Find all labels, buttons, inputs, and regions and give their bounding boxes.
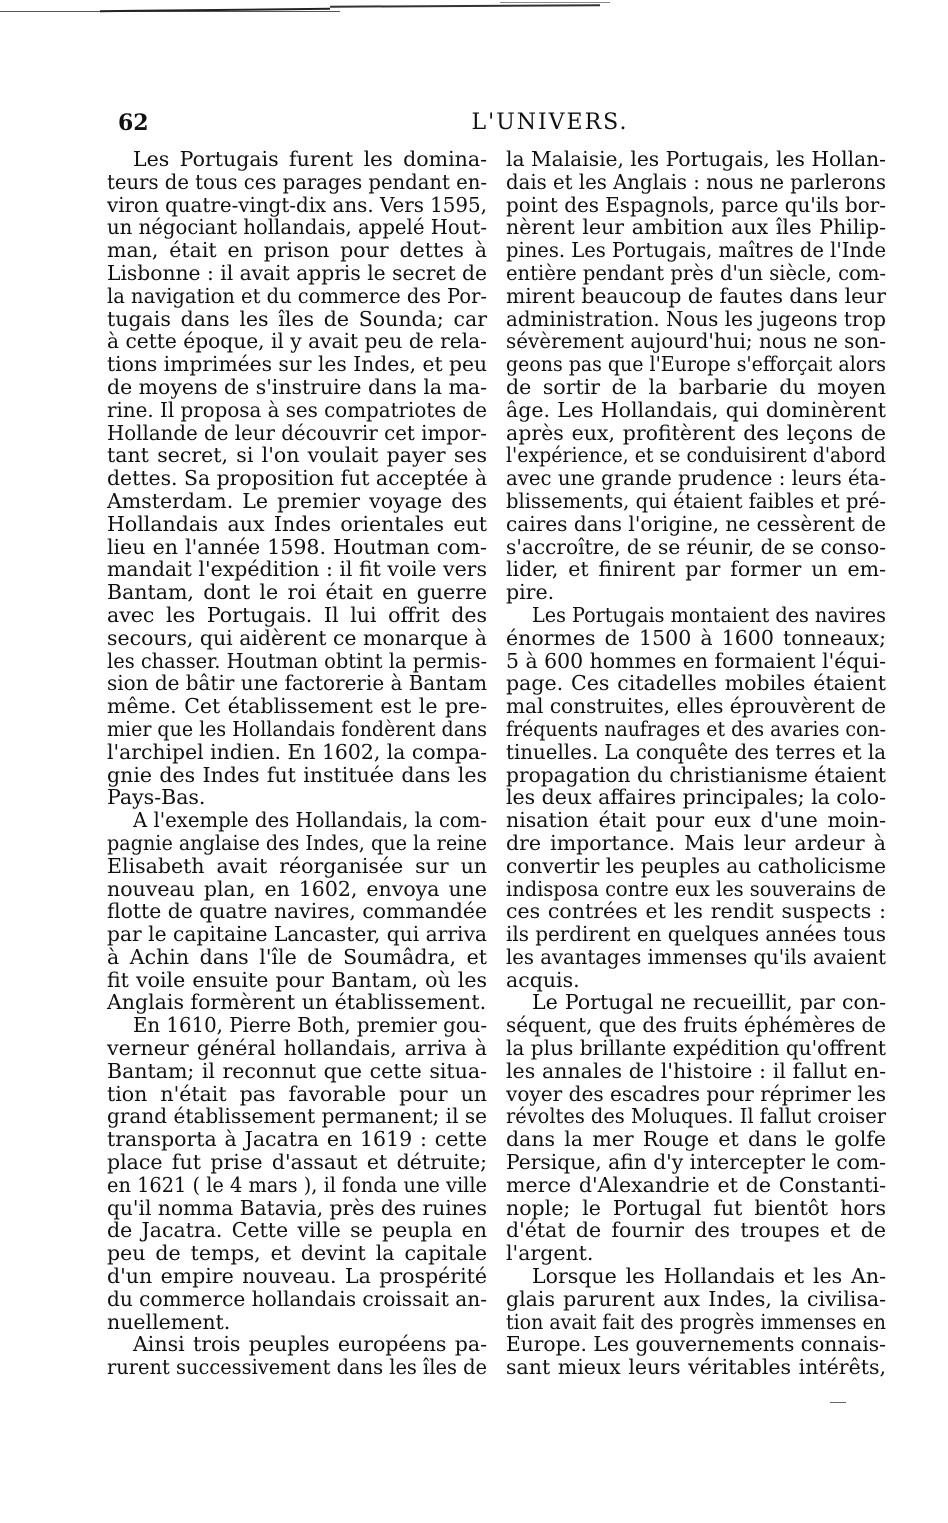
text-line: révoltes des Moluques. Il fallut croiser — [506, 1104, 886, 1129]
text-line: Amsterdam. Le premier voyage des — [107, 488, 487, 513]
text-line: secours, qui aidèrent ce monarque à — [107, 625, 487, 650]
text-line: d'état de fournir des troupes et de — [506, 1218, 886, 1243]
text-line: Bantam; il reconnut que cette situa- — [107, 1058, 487, 1083]
text-line: nuellement. — [107, 1309, 231, 1334]
text-line: fit voile ensuite pour Bantam, où les — [107, 967, 487, 992]
text-line: à cette époque, il y avait peu de rela- — [107, 329, 487, 354]
text-line: voyer des escadres pour réprimer les — [506, 1081, 886, 1106]
text-line: Ainsi trois peuples européens pa- — [133, 1332, 487, 1357]
text-line: indisposa contre eux les souverains de — [506, 876, 886, 901]
text-line: nouveau plan, en 1602, envoya une — [107, 876, 487, 901]
text-line: tugais dans les îles de Sounda; car — [107, 306, 487, 331]
text-line: nisation était pour eux d'une moin- — [506, 808, 886, 833]
text-line: man, était en prison pour dettes à — [107, 238, 487, 263]
text-line: Lisbonne : il avait appris le secret de — [107, 260, 487, 285]
text-line: teurs de tous ces parages pendant en- — [107, 169, 487, 194]
scan-edge-artifact — [0, 0, 948, 20]
text-line: par le capitaine Lancaster, qui arriva — [107, 922, 487, 947]
running-head: L'UNIVERS. — [471, 110, 629, 135]
scan-line — [330, 4, 600, 7]
text-line: point des Espagnols, parce qu'ils bor- — [506, 192, 886, 217]
text-line: de sortir de la barbarie du moyen — [506, 374, 886, 399]
text-line: Les Portugais montaient des navires — [532, 602, 886, 627]
text-line: pagnie anglaise des Indes, que la reine — [107, 830, 487, 855]
right-column — [506, 148, 886, 1379]
text-line: En 1610, Pierre Both, premier gou- — [133, 1013, 487, 1038]
text-line: les chasser. Houtman obtint la permis- — [107, 648, 487, 673]
text-line: de moyens de s'instruire dans la ma- — [107, 374, 487, 399]
text-line: mal construites, elles éprouvèrent de — [506, 694, 886, 719]
text-line: administration. Nous les jugeons trop — [506, 306, 886, 331]
text-line: gnie des Indes fut instituée dans les — [107, 762, 487, 787]
text-line: sion de bâtir une factorerie à Bantam — [107, 671, 487, 696]
text-line: Pays-Bas. — [107, 785, 206, 810]
text-line: Hollande de leur découvrir cet impor- — [107, 420, 487, 445]
text-line: un négociant hollandais, appelé Hout- — [107, 215, 487, 240]
scan-line — [500, 2, 610, 3]
text-line: mirent beaucoup de fautes dans leur — [506, 283, 886, 308]
text-line: dans la mer Rouge et dans le golfe — [506, 1127, 886, 1152]
text-line: même. Cet établissement est le pre- — [107, 694, 487, 719]
text-line: tinuelles. La conquête des terres et la — [506, 739, 886, 764]
text-line: les annales de l'histoire : il fallut en- — [506, 1058, 886, 1083]
text-line: entière pendant près d'un siècle, com- — [506, 260, 886, 285]
text-line: les avantages immenses qu'ils avaient — [506, 944, 886, 969]
text-line: Hollandais aux Indes orientales eut — [107, 511, 487, 536]
text-line: 5 à 600 hommes en formaient l'équi- — [506, 648, 886, 673]
text-line: à Achin dans l'île de Soumâdra, et — [107, 944, 487, 969]
text-line: Le Portugal ne recueillit, par con- — [532, 990, 886, 1015]
text-line: dre importance. Mais leur ardeur à — [506, 830, 886, 855]
text-line: la navigation et du commerce des Por- — [107, 283, 487, 308]
text-line: mier que les Hollandais fondèrent dans — [107, 716, 487, 741]
text-line: les deux affaires principales; la colo- — [506, 785, 886, 810]
text-line: sant mieux leurs véritables intérêts, — [506, 1355, 886, 1380]
text-line: ils perdirent en quelques années tous — [506, 922, 886, 947]
text-line: de Jacatra. Cette ville se peupla en — [107, 1218, 487, 1243]
text-line: ces contrées et les rendit suspects : — [506, 899, 886, 924]
text-line: mandait l'expédition : il fit voile vers — [107, 557, 487, 582]
text-line: âge. Les Hollandais, qui dominèrent — [506, 397, 886, 422]
text-line: verneur général hollandais, arriva à — [107, 1036, 487, 1061]
text-line: après eux, profitèrent des leçons de — [506, 420, 886, 445]
text-line: d'un empire nouveau. La prospérité — [107, 1264, 487, 1289]
text-line: tions imprimées sur les Indes, et peu — [107, 352, 487, 377]
text-line: s'accroître, de se réunir, de se conso- — [506, 534, 886, 559]
text-line: dettes. Sa proposition fut acceptée à — [107, 466, 487, 491]
text-line: l'argent. — [506, 1241, 594, 1266]
text-line: flotte de quatre navires, commandée — [107, 899, 487, 924]
text-line: l'expérience, et se conduisirent d'abord — [506, 443, 886, 468]
text-line: place fut prise d'assaut et détruite; — [107, 1150, 487, 1175]
text-line: geons pas que l'Europe s'efforçait alors — [506, 352, 886, 377]
text-line: Persique, afin d'y intercepter le com- — [506, 1150, 886, 1175]
text-line: tion n'était pas favorable pour un — [107, 1081, 487, 1106]
text-line: viron quatre-vingt-dix ans. Vers 1595, — [107, 192, 487, 217]
left-column — [107, 148, 487, 1379]
text-line: en 1621 ( le 4 mars ), il fonda une ville — [107, 1172, 487, 1197]
text-line: convertir les peuples au catholicisme — [506, 853, 886, 878]
text-line: caires dans l'origine, ne cessèrent de — [506, 511, 886, 536]
text-line: lieu en l'année 1598. Houtman com- — [107, 534, 487, 559]
text-line: du commerce hollandais croissait an- — [107, 1286, 487, 1311]
text-line: transporta à Jacatra en 1619 : cette — [107, 1127, 487, 1152]
text-line: glais parurent aux Indes, la civilisa- — [506, 1286, 886, 1311]
text-line: Bantam, dont le roi était en guerre — [107, 580, 487, 605]
text-line: nople; le Portugal fut bientôt hors — [506, 1195, 886, 1220]
text-line: pines. Les Portugais, maîtres de l'Inde — [506, 238, 886, 263]
page-header — [115, 110, 895, 140]
text-line: la Malaisie, les Portugais, les Hollan- — [506, 147, 886, 171]
text-line: rurent successivement dans les îles de — [107, 1355, 487, 1380]
text-line: tant secret, si l'on voulait payer ses — [107, 443, 487, 468]
text-line: la plus brillante expédition qu'offrent — [506, 1036, 886, 1061]
text-line: l'archipel indien. En 1602, la compa- — [107, 739, 487, 764]
text-line: pire. — [506, 580, 555, 605]
text-line: peu de temps, et devint la capitale — [107, 1241, 487, 1266]
text-line: qu'il nomma Batavia, près des ruines — [107, 1195, 487, 1220]
text-line: avec les Portugais. Il lui offrit des — [107, 602, 487, 627]
scan-mark — [830, 1402, 846, 1403]
text-line: lider, et finirent par former un em- — [506, 557, 886, 582]
text-line: page. Ces citadelles mobiles étaient — [506, 671, 886, 696]
text-line: propagation du christianisme étaient — [506, 762, 886, 787]
text-line: Lorsque les Hollandais et les An- — [532, 1264, 886, 1289]
text-line: Elisabeth avait réorganisée sur un — [107, 853, 487, 878]
text-line: blissements, qui étaient faibles et pré- — [506, 488, 886, 513]
page-number: 62 — [118, 110, 149, 136]
text-line: sévèrement aujourd'hui; nous ne son- — [506, 329, 886, 354]
text-line: tion avait fait des progrès immenses en — [506, 1309, 886, 1334]
text-line: grand établissement permanent; il se — [107, 1104, 487, 1129]
text-line: Europe. Les gouvernements connais- — [506, 1332, 886, 1357]
text-line: séquent, que des fruits éphémères de — [506, 1013, 886, 1038]
text-line: nèrent leur ambition aux îles Philip- — [506, 215, 886, 240]
text-line: Anglais formèrent un établissement. — [107, 990, 487, 1015]
text-line: énormes de 1500 à 1600 tonneaux; — [506, 625, 886, 650]
text-line: A l'exemple des Hollandais, la com- — [133, 808, 487, 833]
text-line: dais et les Anglais : nous ne parlerons — [506, 169, 886, 194]
text-line: Les Portugais furent les domina- — [133, 147, 487, 171]
text-line: rine. Il proposa à ses compatriotes de — [107, 397, 487, 422]
text-line: acquis. — [506, 967, 580, 992]
text-line: merce d'Alexandrie et de Constanti- — [506, 1172, 886, 1197]
text-line: fréquents naufrages et des avaries con- — [506, 716, 886, 741]
text-line: avec une grande prudence : leurs éta- — [506, 466, 886, 491]
